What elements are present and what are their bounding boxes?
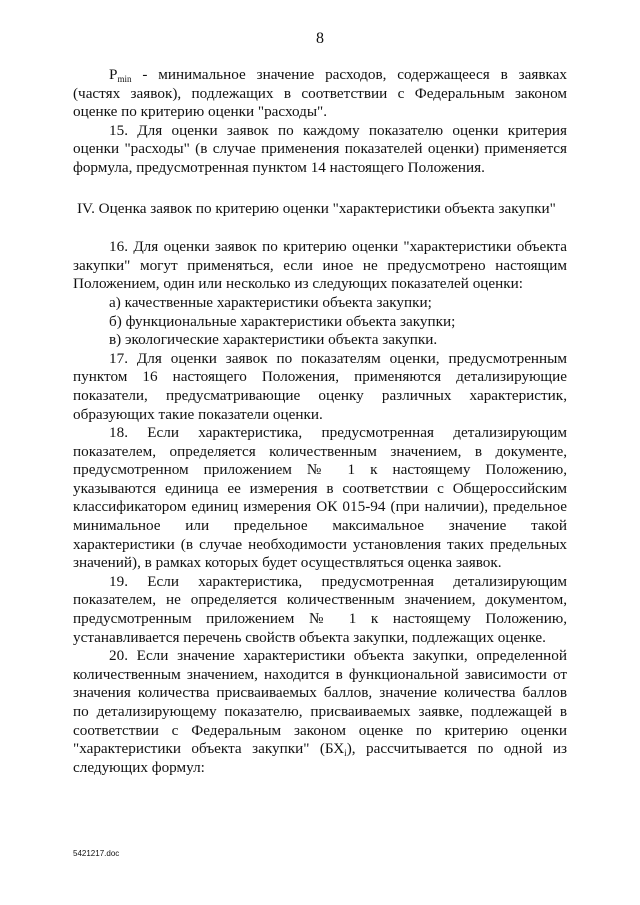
paragraph-17: 17. Для оценки заявок по показателям оценки, предусмотренным пунктом 16 настоящего Положения, применяются детализирующие показатели, предусматривающие оценку различных характеристик, образующих такие показатели оценки. [73, 349, 567, 423]
paragraph-19: 19. Если характеристика, предусмотренная детализирующим показателем, не определяется количественным значением, документом, предусмотренным приложением № 1 к настоящему Положению, устанавливается перечень свойств объекта закупки, подлежащих оценке. [73, 572, 567, 646]
page-body [73, 66, 567, 777]
file-footer: 5421217.doc [73, 849, 120, 858]
paragraph-20-subscript: i [344, 748, 347, 759]
list-item-b: б) функциональные характеристики объекта закупки; [109, 312, 456, 330]
pmin-definition [73, 66, 567, 122]
paragraph-20 [73, 647, 567, 777]
pmin-subscript: min [117, 74, 132, 84]
list-item-c: в) экологические характеристики объекта закупки. [109, 331, 438, 349]
page-number: 8 [316, 30, 324, 47]
paragraph-20-main: 20. Если значение характеристики объекта закупки, определенной количественным значением, находится в функциональной зависимости от значения количества присваиваемых баллов, значение количества баллов по детализирующему показателю, присваиваемых заявке, подлежащей в соответствии с Федеральным законом оценке по критерию оценки "характеристики объекта закупки" (БХ [73, 647, 567, 758]
pmin-text: - минимальное значение расходов, содержащееся в заявках (частях заявок), подлежащих в соответствии с Федеральным законом оценке по критерию оценки "расходы". [73, 66, 567, 121]
paragraph-15: 15. Для оценки заявок по каждому показателю оценки критерия оценки "расходы" (в случае применения показателей оценки) применяется формула, предусмотренная пунктом 14 настоящего Положения. [73, 121, 567, 176]
paragraph-18: 18. Если характеристика, предусмотренная детализирующим показателем, определяется количественным значением, в документе, предусмотренном приложением № 1 к настоящему Положению, указываются единица ее измерения в соответствии с Общероссийским классификатором единиц измерения ОК 015-94 (при наличии), предельное минимальное или предельное максимальное значение такой характеристики (в случае необходимости установления таких предельных значений), в рамках которых будет осуществляться оценка заявок. [73, 424, 567, 572]
list-item-a: а) качественные характеристики объекта закупки; [109, 293, 432, 311]
paragraph-16: 16. Для оценки заявок по критерию оценки "характеристики объекта закупки" могут применяться, если иное не предусмотрено настоящим Положением, один или несколько из следующих показателей оценки: [73, 238, 567, 293]
section-heading: IV. Оценка заявок по критерию оценки "характеристики объекта закупки" [77, 199, 556, 217]
paragraph-20-end: ), рассчитывается по одной из следующих формул: [73, 740, 567, 776]
pmin-symbol: P [109, 66, 118, 83]
